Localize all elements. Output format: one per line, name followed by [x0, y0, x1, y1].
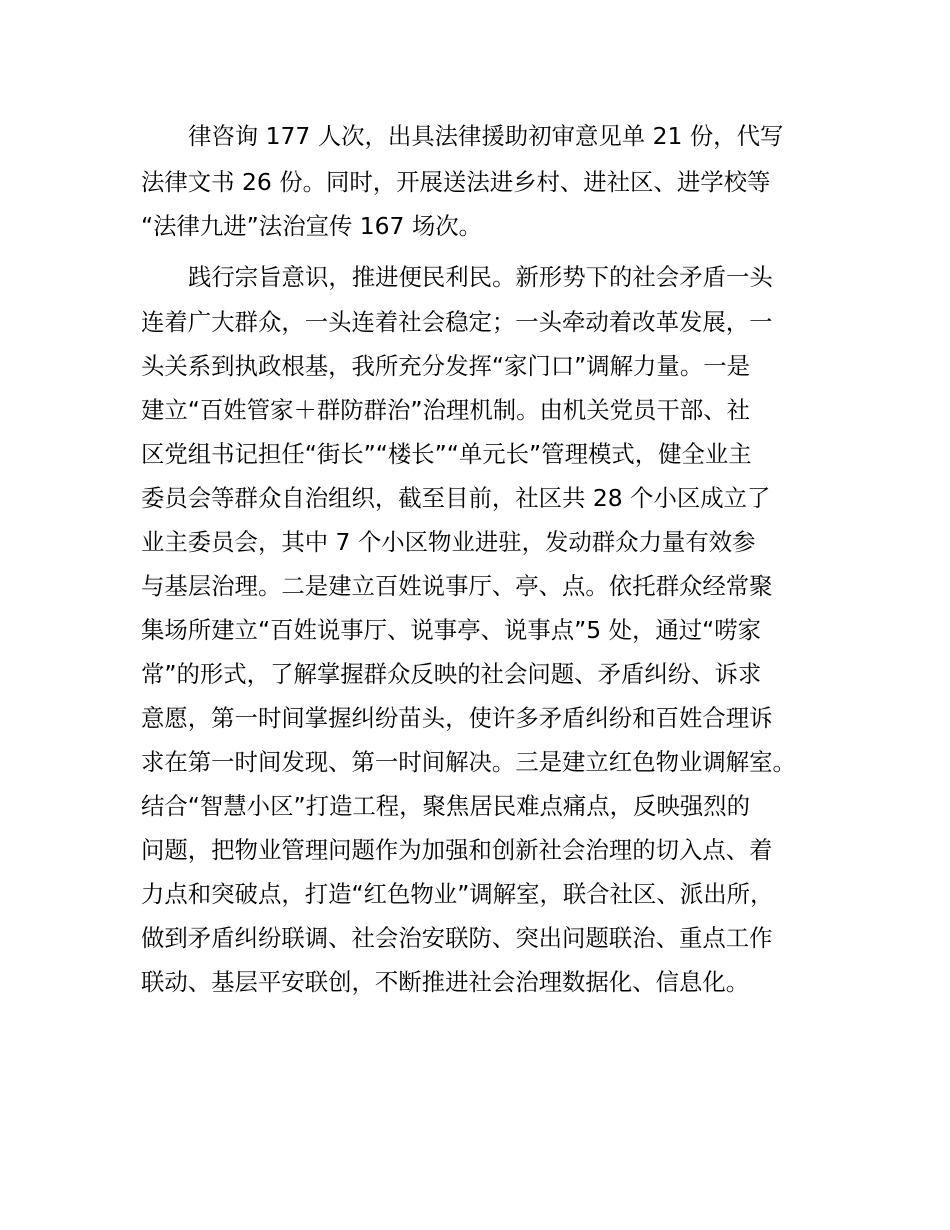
- paragraph-1-line-1: 律咨询 177 人次，出具法律援助初审意见单 21 份，代写: [188, 122, 784, 150]
- paragraph-2-line-8: 与基层治理。二是建立百姓说事厅、亭、点。依托群众经常聚: [141, 572, 773, 600]
- paragraph-2-line-15: 力点和突破点，打造“红色物业”调解室，联合社区、派出所，: [141, 880, 774, 908]
- paragraph-2-line-17: 联动、基层平安联创，不断推进社会治理数据化、信息化。: [141, 968, 750, 996]
- paragraph-2-line-9: 集场所建立“百姓说事厅、说事亭、说事点”5 处，通过“唠家: [141, 616, 762, 644]
- paragraph-2-line-11: 意愿，第一时间掌握纠纷苗头，使许多矛盾纠纷和百姓合理诉: [141, 704, 773, 732]
- paragraph-2-line-14: 问题，把物业管理问题作为加强和创新社会治理的切入点、着: [141, 836, 773, 864]
- paragraph-2-line-2: 连着广大群众，一头连着社会稳定；一头牵动着改革发展，一: [141, 308, 773, 336]
- paragraph-2-line-3: 头关系到执政根基，我所充分发挥“家门口”调解力量。一是: [141, 352, 750, 380]
- paragraph-1-line-3: “法律九进”法治宣传 167 场次。: [141, 212, 483, 240]
- paragraph-2-line-4: 建立“百姓管家＋群防群治”治理机制。由机关党员干部、社: [141, 396, 750, 424]
- paragraph-1-line-2: 法律文书 26 份。同时，开展送法进乡村、进社区、进学校等: [141, 168, 771, 196]
- paragraph-2-line-12: 求在第一时间发现、第一时间解决。三是建立红色物业调解室。: [141, 748, 796, 776]
- paragraph-2-line-5: 区党组书记担任“街长”“楼长”“单元长”管理模式，健全业主: [141, 440, 752, 468]
- paragraph-2-line-7: 业主委员会，其中 7 个小区物业进驻，发动群众力量有效参: [141, 528, 756, 556]
- paragraph-2-line-16: 做到矛盾纠纷联调、社会治安联防、突出问题联治、重点工作: [141, 924, 773, 952]
- paragraph-2-line-13: 结合“智慧小区”打造工程，聚焦居民难点痛点，反映强烈的: [141, 792, 750, 820]
- paragraph-2-line-10: 常”的形式，了解掌握群众反映的社会问题、矛盾纠纷、诉求: [141, 660, 762, 688]
- paragraph-2-line-6: 委员会等群众自治组织，截至目前，社区共 28 个小区成立了: [141, 484, 771, 512]
- paragraph-2-line-1: 践行宗旨意识，推进便民利民。新形势下的社会矛盾一头: [188, 263, 773, 291]
